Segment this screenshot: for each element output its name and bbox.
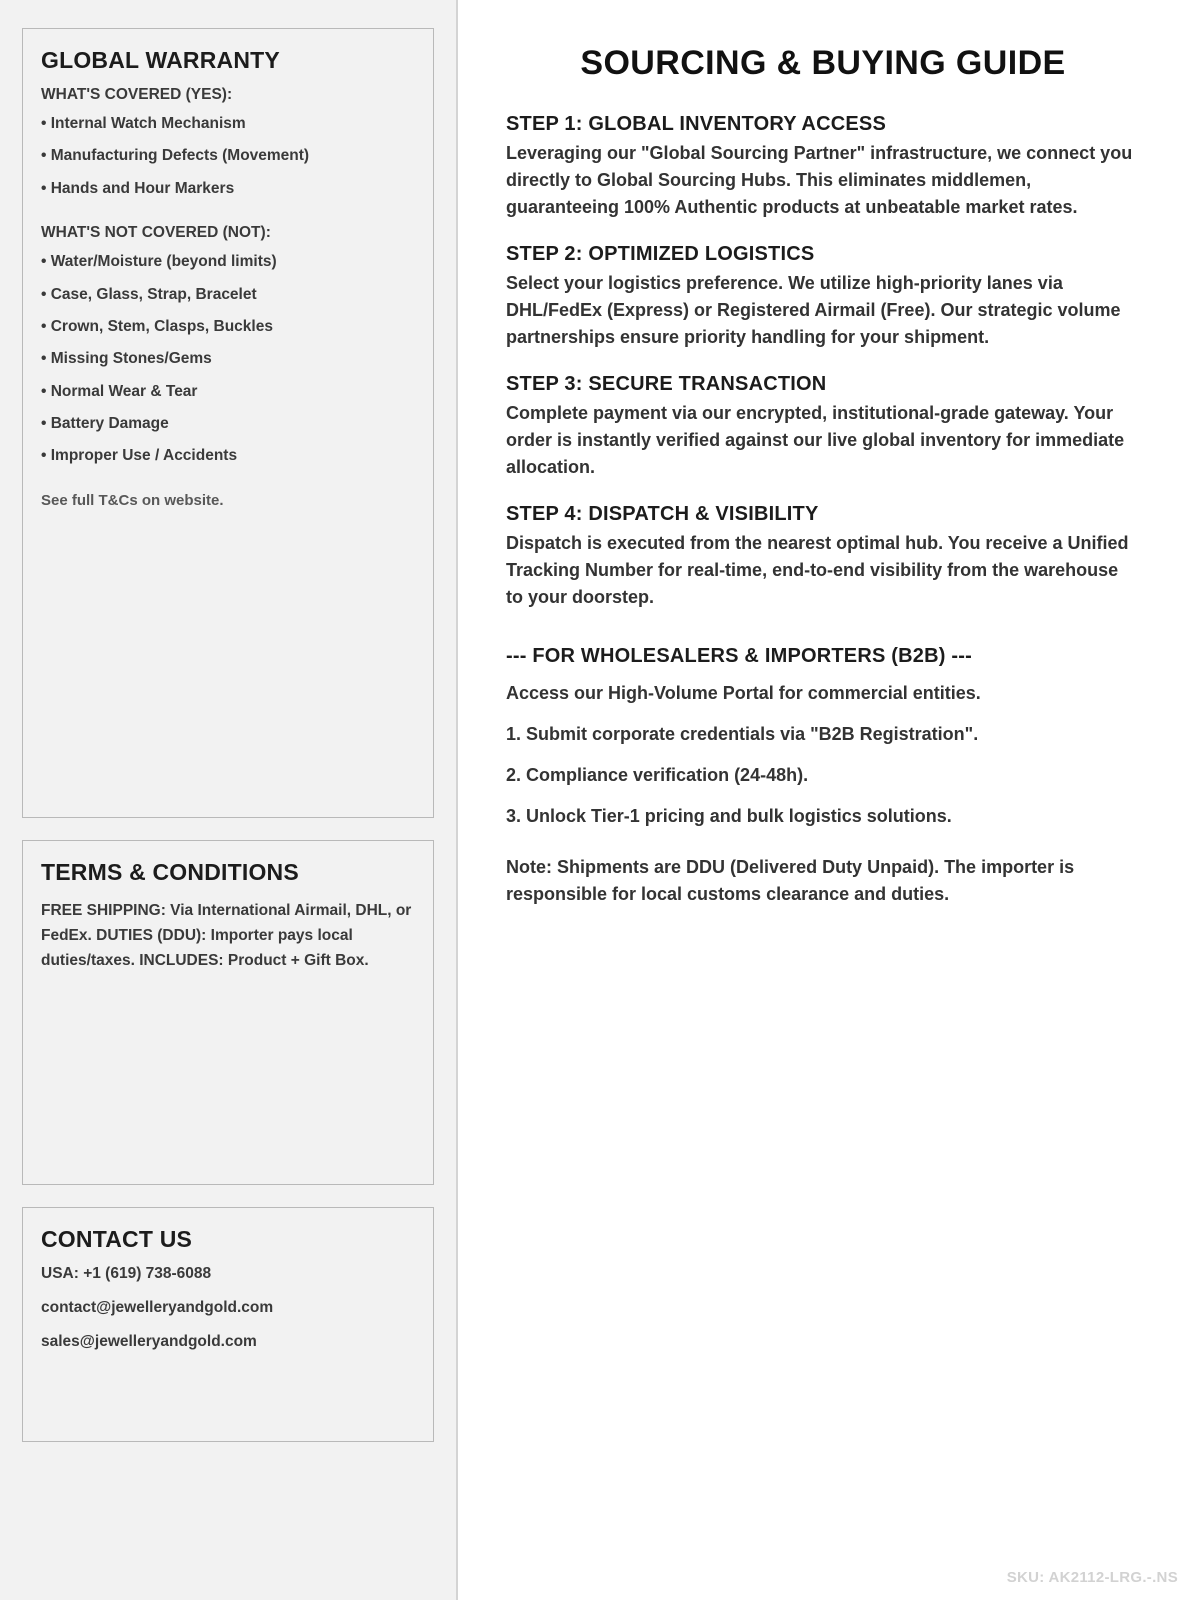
b2b-note: Note: Shipments are DDU (Delivered Duty Unpaid). The importer is responsible for local customs clearance and duties. [506,857,1075,904]
list-item: • Crown, Stem, Clasps, Buckles [41,317,273,335]
left-sidebar [0,0,458,1600]
step-2 [506,243,1140,351]
b2b-step-2: 2. Compliance verification (24-48h). [506,765,809,785]
contact-email-sales[interactable]: sales@jewelleryandgold.com [41,1333,257,1350]
warranty-covered-heading: WHAT'S COVERED (YES): [41,86,233,103]
list-item: • Case, Glass, Strap, Bracelet [41,285,257,303]
list-item: • Internal Watch Mechanism [41,115,246,132]
b2b-step-1: 1. Submit corporate credentials via "B2B Registration". [506,724,979,744]
step-3 [506,373,1140,481]
step-4 [506,503,1140,611]
step-1 [506,113,1140,221]
step-3-body: Complete payment via our encrypted, institutional-grade gateway. Your order is instantly verified against our live global inventory for immediate allocation. [506,403,1125,477]
list-item: • Manufacturing Defects (Movement) [41,147,310,165]
step-2-body: Select your logistics preference. We utilize high-priority lanes via DHL/FedEx (Express) or Registered Airmail (Free). Our strategic volume partnerships ensure priority handling for your shipment. [506,273,1121,347]
terms-panel [22,840,434,1185]
list-item: • Hands and Hour Markers [41,179,235,197]
contact-email-primary[interactable]: contact@jewelleryandgold.com [41,1299,274,1316]
warranty-not-covered-heading: WHAT'S NOT COVERED (NOT): [41,224,271,242]
list-item: • Normal Wear & Tear [41,382,198,400]
step-2-title: STEP 2: OPTIMIZED LOGISTICS [506,243,815,265]
sku-label: SKU: AK2112-LRG.-.NS [1006,1569,1178,1586]
step-3-title: STEP 3: SECURE TRANSACTION [506,373,827,395]
warranty-footnote: See full T&Cs on website. [41,491,224,509]
contact-title: CONTACT US [41,1226,193,1252]
step-4-body: Dispatch is executed from the nearest optimal hub. You receive a Unified Tracking Number for real-time, end-to-end visibility from the warehouse to your doorstep. [506,533,1129,607]
list-item: • Missing Stones/Gems [41,350,212,368]
contact-panel [22,1207,434,1442]
contact-phone[interactable]: USA: +1 (619) 738-6088 [41,1265,212,1282]
step-1-body: Leveraging our "Global Sourcing Partner" infrastructure, we connect you directly to Global Sourcing Hubs. This eliminates middlemen, guaranteeing 100% Authentic products at unbeatable market rates. [506,143,1133,217]
b2b-intro: Access our High-Volume Portal for commercial entities. [506,683,981,703]
terms-body: FREE SHIPPING: Via International Airmail, DHL, or FedEx. DUTIES (DDU): Importer pays local duties/taxes. INCLUDES: Product + Gift Box. [41,902,412,970]
warranty-panel [22,28,434,818]
step-1-title: STEP 1: GLOBAL INVENTORY ACCESS [506,113,886,135]
guide-content [458,0,1200,1600]
b2b-section-title: --- FOR WHOLESALERS & IMPORTERS (B2B) --- [506,645,972,667]
terms-title: TERMS & CONDITIONS [41,859,299,885]
b2b-step-3: 3. Unlock Tier-1 pricing and bulk logistics solutions. [506,806,952,826]
list-item: • Battery Damage [41,415,169,432]
list-item: • Water/Moisture (beyond limits) [41,253,277,271]
step-4-title: STEP 4: DISPATCH & VISIBILITY [506,503,819,525]
list-item: • Improper Use / Accidents [41,447,238,465]
warranty-title: GLOBAL WARRANTY [41,47,280,73]
page-title: SOURCING & BUYING GUIDE [580,44,1066,82]
